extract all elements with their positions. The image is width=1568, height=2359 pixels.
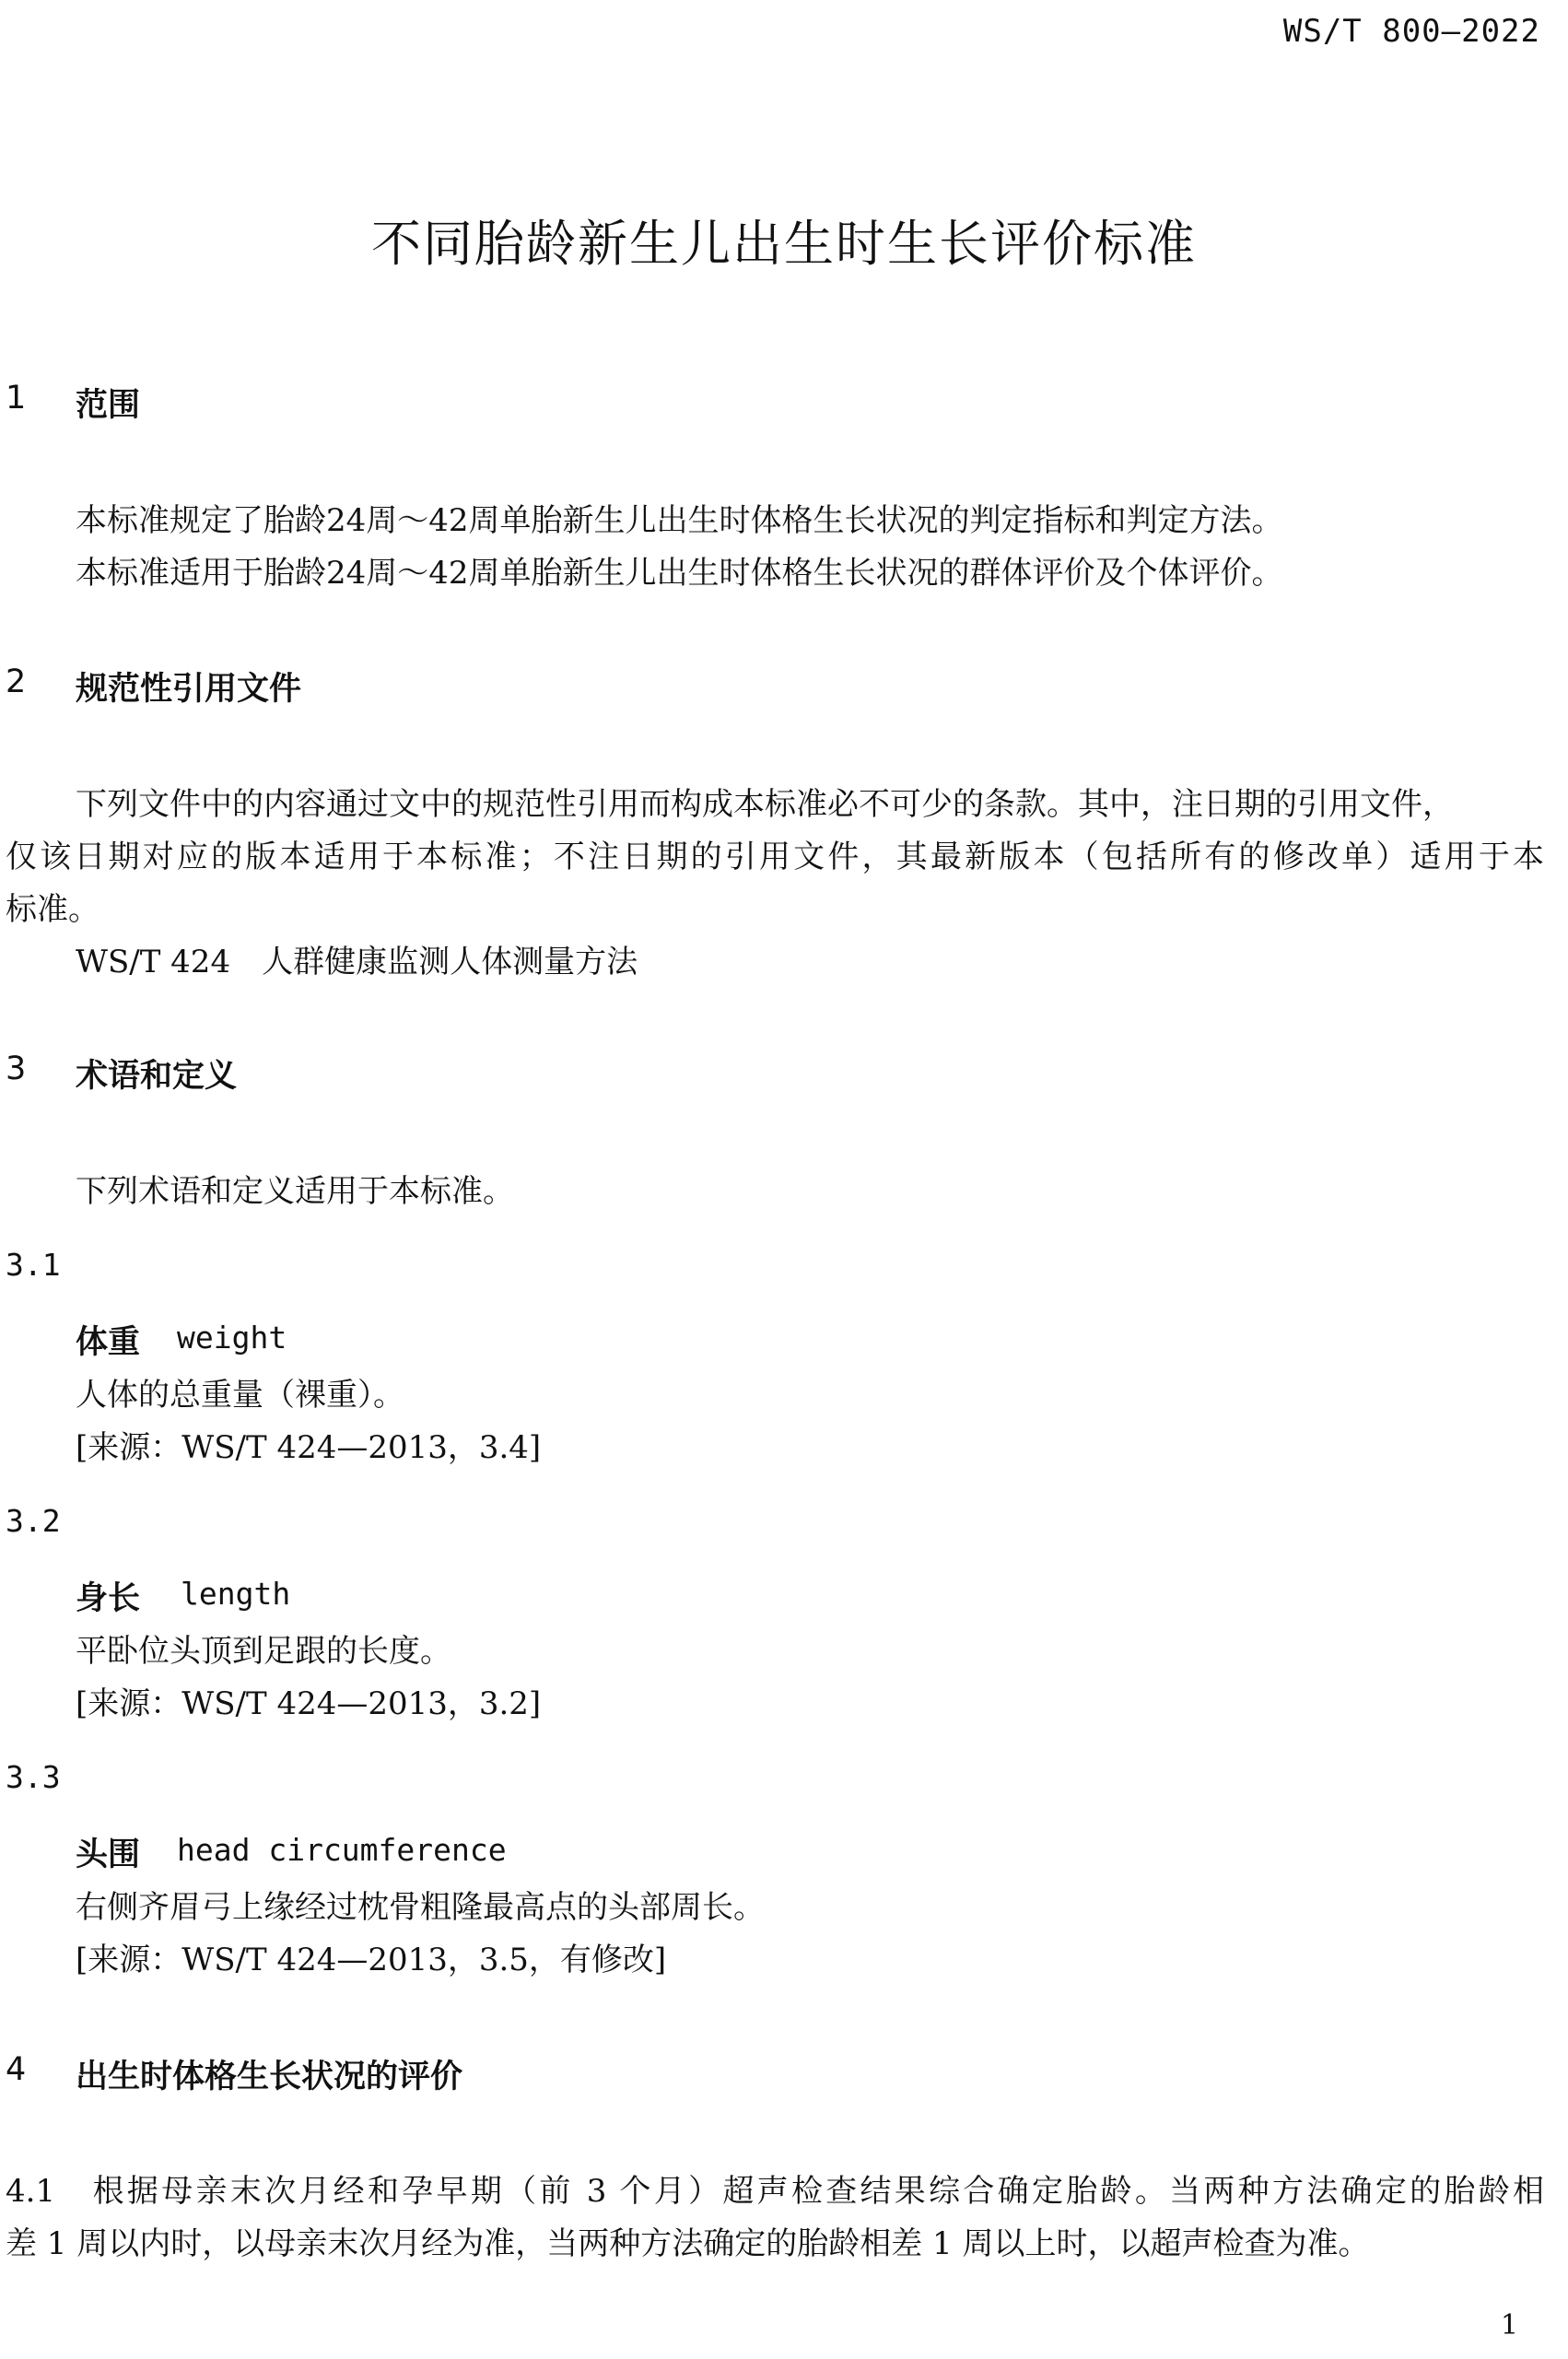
term-3-2-definition: 平卧位头顶到足跟的长度。 (76, 1633, 451, 1670)
term-3-3-number: 3.3 (6, 1759, 61, 1795)
page-number: 1 (1500, 2309, 1518, 2341)
term-3-2-english: length (181, 1576, 291, 1612)
section-3-intro: 下列术语和定义适用于本标准。 (76, 1173, 514, 1210)
term-3-3-chinese: 头围 (76, 1837, 141, 1873)
standard-code: WS/T 800—2022 (1282, 13, 1540, 50)
section-2-paragraph-line-3: 标准。 (6, 891, 99, 928)
term-3-3-source: [来源：WS/T 424—2013，3.5，有修改] (76, 1942, 667, 1978)
section-3-title: 术语和定义 (76, 1058, 238, 1095)
section-2-paragraph-line-1: 下列文件中的内容通过文中的规范性引用而构成本标准必不可少的条款。其中，注日期的引用文件， (76, 786, 1454, 823)
clause-4-1-line-2: 差 1 周以内时，以母亲末次月经为准，当两种方法确定的胎龄相差 1 周以上时，以超声检查为准。 (6, 2225, 1370, 2262)
term-3-2-number: 3.2 (6, 1503, 61, 1539)
term-3-2-source: [来源：WS/T 424—2013，3.2] (76, 1685, 542, 1722)
clause-4-1-line-1: 4.1 根据母亲末次月经和孕早期（前 3 个月）超声检查结果综合确定胎龄。当两种方法确定的胎龄相 (6, 2173, 1544, 2210)
term-3-3-definition: 右侧齐眉弓上缘经过枕骨粗隆最高点的头部周长。 (76, 1889, 765, 1926)
section-1-number: 1 (6, 380, 27, 417)
section-1-paragraph-1: 本标准规定了胎龄24周～42周单胎新生儿出生时体格生长状况的判定指标和判定方法。 (76, 502, 1283, 539)
section-1-paragraph-2: 本标准适用于胎龄24周～42周单胎新生儿出生时体格生长状况的群体评价及个体评价。 (76, 555, 1283, 592)
document-title: 不同胎龄新生儿出生时生长评价标准 (371, 215, 1197, 273)
term-3-1-number: 3.1 (6, 1247, 61, 1283)
term-3-1-english: weight (177, 1320, 287, 1356)
term-3-3-english: head circumference (177, 1832, 507, 1868)
section-4-number: 4 (6, 2051, 27, 2088)
term-3-1-definition: 人体的总重量（裸重）。 (76, 1377, 404, 1414)
normative-reference: WS/T 424 人群健康监测人体测量方法 (76, 944, 638, 980)
section-2-paragraph-line-2: 仅该日期对应的版本适用于本标准；不注日期的引用文件，其最新版本（包括所有的修改单）适用于本 (6, 839, 1544, 875)
section-2-number: 2 (6, 663, 27, 700)
term-3-1-source: [来源：WS/T 424—2013，3.4] (76, 1429, 542, 1466)
term-3-1-chinese: 体重 (76, 1324, 141, 1361)
section-2-title: 规范性引用文件 (76, 671, 302, 708)
term-3-2-chinese: 身长 (76, 1580, 141, 1617)
section-1-title: 范围 (76, 387, 141, 424)
section-4-title: 出生时体格生长状况的评价 (76, 2059, 463, 2095)
section-3-number: 3 (6, 1050, 27, 1087)
